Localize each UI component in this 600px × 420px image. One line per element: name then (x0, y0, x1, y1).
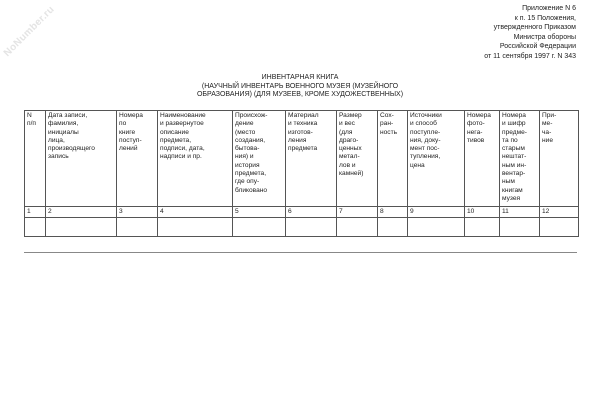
empty-cell (46, 218, 117, 237)
header-row (25, 111, 579, 207)
empty-cell (465, 218, 500, 237)
column-number: 4 (158, 207, 233, 218)
appendix-line: утвержденного Приказом (493, 24, 576, 32)
divider-line (24, 252, 577, 253)
appendix-line: Министра обороны (513, 33, 576, 41)
appendix-note (484, 4, 576, 62)
appendix-line: Приложение N 6 (522, 5, 576, 12)
number-row (25, 207, 579, 218)
column-header: Номера по книге поступ- лений (117, 111, 158, 207)
column-number: 7 (337, 207, 378, 218)
empty-cell (337, 218, 378, 237)
column-header: N п/п (25, 111, 46, 207)
empty-cell (540, 218, 579, 237)
inventory-table (24, 110, 579, 237)
column-number: 5 (233, 207, 286, 218)
document-title (150, 74, 450, 100)
empty-cell (378, 218, 408, 237)
title-line: ОБРАЗОВАНИЯ) (ДЛЯ МУЗЕЕВ, КРОМЕ ХУДОЖЕСТВЕННЫХ) (196, 91, 404, 98)
column-header: Происхож- дение (место создания, бытова- ния) и история предмета, где опу- бликовано (233, 111, 286, 207)
column-header: Дата записи, фамилия, инициалы лица, производящего запись (46, 111, 117, 207)
empty-cell (408, 218, 465, 237)
empty-cell (500, 218, 540, 237)
appendix-line: к п. 15 Положения, (514, 14, 576, 22)
column-header: Источники и способ поступле- ния, доку- мент пос- тупления, цена (408, 111, 465, 207)
column-number: 11 (500, 207, 540, 218)
column-number: 12 (540, 207, 579, 218)
column-header: Размер и вес (для драго- ценных метал- лов и камней) (337, 111, 378, 207)
column-header: При- ме- ча- ние (540, 111, 579, 207)
column-header: Материал и техника изготов- ления предмета (286, 111, 337, 207)
column-header: Наименование и развернутое описание предмета, подписи, дата, надписи и пр. (158, 111, 233, 207)
column-number: 3 (117, 207, 158, 218)
empty-cell (286, 218, 337, 237)
title-line: (НАУЧНЫЙ ИНВЕНТАРЬ ВОЕННОГО МУЗЕЯ (МУЗЕЙНОГО (201, 82, 399, 90)
empty-cell (158, 218, 233, 237)
column-number: 2 (46, 207, 117, 218)
column-header: Номера фото- нега- тивов (465, 111, 500, 207)
empty-cell (233, 218, 286, 237)
column-number: 1 (25, 207, 46, 218)
column-number: 9 (408, 207, 465, 218)
title-line: ИНВЕНТАРНАЯ КНИГА (261, 74, 339, 81)
column-number: 8 (378, 207, 408, 218)
column-number: 6 (286, 207, 337, 218)
appendix-line: от 11 сентября 1997 г. N 343 (484, 52, 576, 60)
empty-cell (117, 218, 158, 237)
column-number: 10 (465, 207, 500, 218)
appendix-line: Российской Федерации (499, 43, 576, 51)
empty-cell (25, 218, 46, 237)
column-header: Сох- ран- ность (378, 111, 408, 207)
watermark: NoNumber.ru (1, 4, 57, 59)
column-header: Номера и шифр предме- та по старым нештат- ным ин- вентар- ным книгам музея (500, 111, 540, 207)
empty-row (25, 218, 579, 237)
